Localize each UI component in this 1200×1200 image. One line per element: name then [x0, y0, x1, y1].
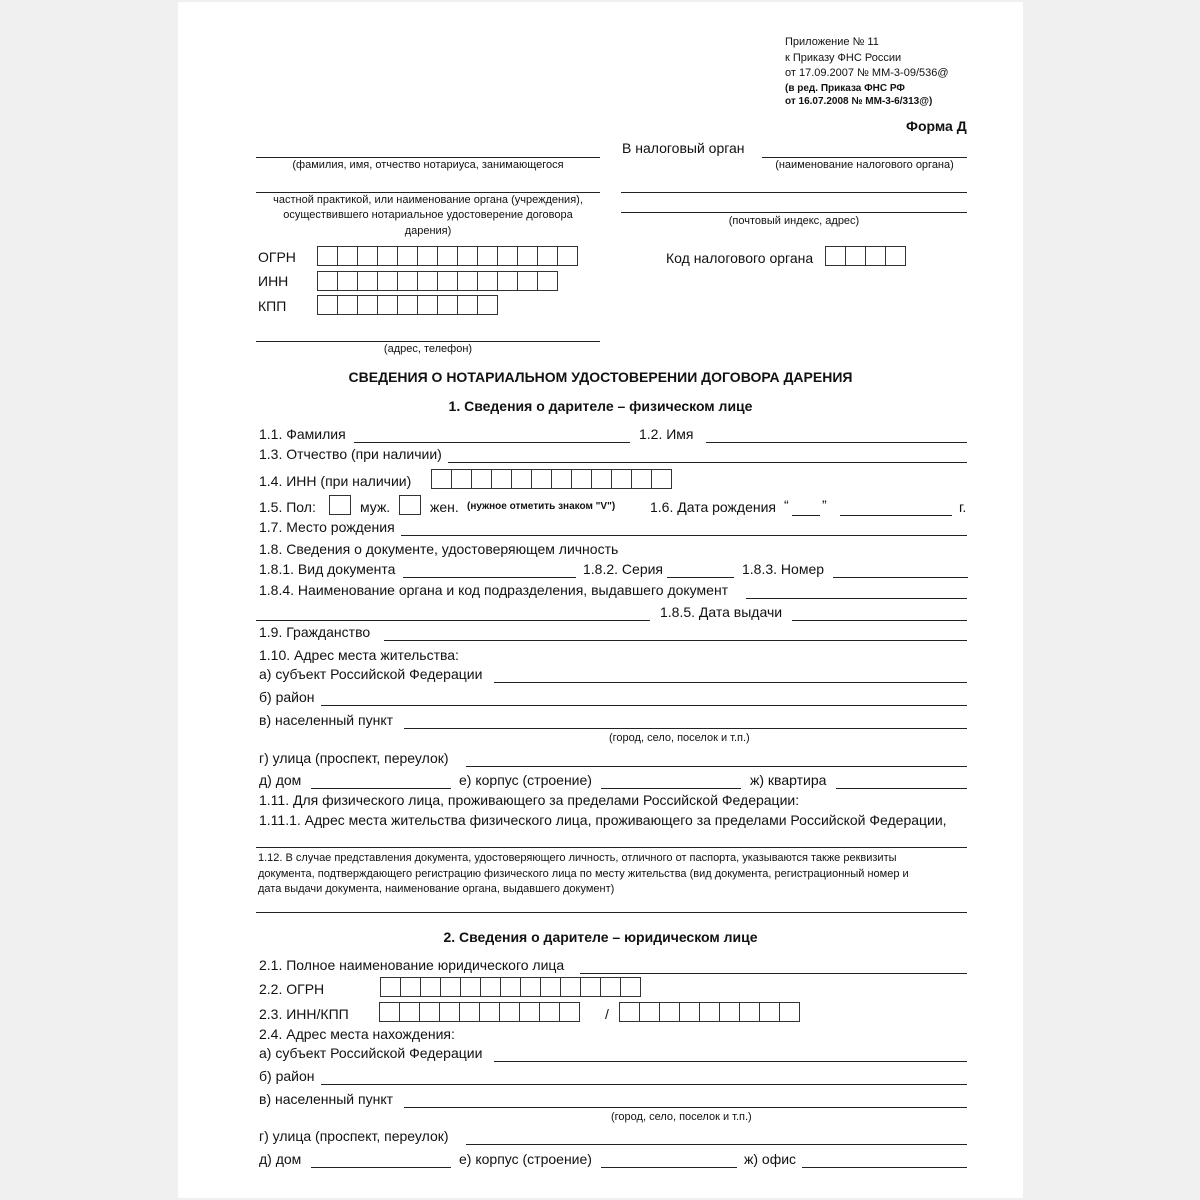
field-1-10-e-line[interactable] — [601, 788, 741, 789]
field-2-4-zh-line[interactable] — [802, 1167, 967, 1168]
field-1-4-cells[interactable] — [431, 469, 671, 489]
field-2-4-g-label: г) улица (проспект, переулок) — [259, 1128, 449, 1144]
appendix-line-3: от 17.09.2007 № ММ-3-09/536@ — [785, 67, 949, 79]
form-label: Форма Д — [906, 118, 967, 134]
field-2-4-g-line[interactable] — [466, 1144, 967, 1145]
inn-kpp-slash: / — [605, 1006, 609, 1022]
field-2-4-a-label: а) субъект Российской Федерации — [259, 1045, 483, 1061]
field-2-1-label: 2.1. Полное наименование юридического лица — [259, 957, 565, 973]
field-1-10-d-label: д) дом — [259, 772, 302, 788]
notary-caption-2c: дарения) — [404, 225, 452, 237]
field-2-4-d-label: д) дом — [259, 1151, 302, 1167]
mark-note: (нужное отметить знаком "V") — [467, 501, 616, 512]
field-1-3-line[interactable] — [448, 462, 967, 463]
inn-org-cells[interactable] — [379, 1002, 579, 1022]
kpp-org-cells[interactable] — [619, 1002, 799, 1022]
field-1-11-label: 1.11. Для физического лица, проживающего за пределами Российской Федерации: — [259, 792, 800, 808]
form-page — [178, 2, 1023, 1198]
field-2-4-v-label: в) населенный пункт — [259, 1091, 394, 1107]
field-1-10-zh-line[interactable] — [836, 788, 967, 789]
tax-authority-address-line-2[interactable] — [621, 212, 967, 213]
birth-day-line[interactable] — [792, 515, 820, 516]
inn-label: ИНН — [258, 273, 289, 289]
field-1-12-text-2: документа, подтверждающего регистрацию физического лица по месту жительства (вид документа, регистрационный номер и — [258, 868, 909, 880]
field-1-11-1-label: 1.11.1. Адрес места жительства физического лица, проживающего за пределами Российской Федерации, — [259, 812, 947, 828]
tax-authority-code-label: Код налогового органа — [666, 250, 814, 266]
field-1-8-2-label: 1.8.2. Серия — [583, 561, 664, 577]
notary-caption-1: (фамилия, имя, отчество нотариуса, занимающегося — [292, 159, 564, 171]
notary-caption-2b: осуществившего нотариальное удостоверение договора — [283, 209, 573, 221]
field-1-9-line[interactable] — [384, 640, 967, 641]
field-1-2-label: 1.2. Имя — [639, 426, 694, 442]
settlement-caption-2: (город, село, поселок и т.п.) — [611, 1111, 752, 1123]
appendix-line-1: Приложение № 11 — [785, 36, 879, 48]
field-2-4-b-label: б) район — [259, 1068, 315, 1084]
field-2-4-label: 2.4. Адрес места нахождения: — [259, 1026, 455, 1042]
field-1-8-label: 1.8. Сведения о документе, удостоверяющем личность — [259, 541, 619, 557]
appendix-line-4: (в ред. Приказа ФНС РФ — [785, 83, 905, 94]
settlement-caption-1: (город, село, поселок и т.п.) — [609, 732, 750, 744]
kpp-label: КПП — [258, 298, 287, 314]
field-2-4-a-line[interactable] — [494, 1061, 967, 1062]
field-2-4-e-label: е) корпус (строение) — [459, 1151, 592, 1167]
tax-authority-label: В налоговый орган — [622, 140, 745, 156]
field-1-10-b-line[interactable] — [321, 705, 967, 706]
field-1-8-3-line[interactable] — [833, 577, 968, 578]
field-2-3-label: 2.3. ИНН/КПП — [259, 1006, 349, 1022]
tax-authority-name-line[interactable] — [762, 157, 967, 158]
tax-authority-address-caption: (почтовый индекс, адрес) — [728, 215, 860, 227]
field-1-10-b-label: б) район — [259, 689, 315, 705]
tax-authority-name-caption: (наименование налогового органа) — [775, 159, 954, 171]
field-1-10-e-label: е) корпус (строение) — [459, 772, 592, 788]
female-checkbox[interactable] — [399, 495, 421, 515]
field-1-6-label: 1.6. Дата рождения — [650, 499, 776, 515]
field-1-10-g-line[interactable] — [466, 766, 967, 767]
birth-date-quote-open: “ — [784, 497, 789, 513]
field-1-12-text-1: 1.12. В случае представления документа, удостоверяющего личность, отличного от паспорта, указываются также реквизиты — [258, 852, 897, 864]
field-2-4-d-line[interactable] — [311, 1167, 451, 1168]
field-2-2-cells[interactable] — [380, 977, 640, 997]
field-1-8-4-label: 1.8.4. Наименование органа и код подразделения, выдавшего документ — [259, 582, 729, 598]
notary-address-caption: (адрес, телефон) — [383, 343, 473, 355]
male-label: муж. — [360, 499, 391, 515]
tax-authority-code-cells[interactable] — [825, 246, 905, 266]
field-1-8-1-label: 1.8.1. Вид документа — [259, 561, 396, 577]
field-1-5-label: 1.5. Пол: — [259, 499, 316, 515]
field-1-7-line[interactable] — [401, 535, 967, 536]
field-1-3-label: 1.3. Отчество (при наличии) — [259, 446, 442, 462]
field-2-4-v-line[interactable] — [404, 1107, 967, 1108]
field-1-10-a-label: а) субъект Российской Федерации — [259, 666, 483, 682]
year-suffix: г. — [959, 499, 967, 515]
field-2-4-b-line[interactable] — [321, 1084, 967, 1085]
field-1-10-v-label: в) населенный пункт — [259, 712, 394, 728]
birth-month-year-line[interactable] — [840, 515, 952, 516]
ogrn-cells[interactable] — [317, 246, 577, 266]
field-1-8-1-line[interactable] — [403, 577, 576, 578]
field-1-10-g-label: г) улица (проспект, переулок) — [259, 750, 449, 766]
field-1-8-4-line-2[interactable] — [256, 620, 650, 621]
kpp-cells[interactable] — [317, 295, 497, 315]
field-1-10-a-line[interactable] — [494, 682, 967, 683]
field-1-8-5-line[interactable] — [792, 620, 967, 621]
field-2-2-label: 2.2. ОГРН — [259, 981, 325, 997]
document-title: СВЕДЕНИЯ О НОТАРИАЛЬНОМ УДОСТОВЕРЕНИИ ДОГОВОРА ДАРЕНИЯ — [348, 369, 853, 385]
field-2-4-e-line[interactable] — [601, 1167, 737, 1168]
tax-authority-address-line-1[interactable] — [621, 192, 967, 193]
section2-heading: 2. Сведения о дарителе – юридическом лице — [443, 929, 758, 945]
male-checkbox[interactable] — [329, 495, 351, 515]
field-2-1-line[interactable] — [580, 973, 967, 974]
field-2-4-zh-label: ж) офис — [744, 1151, 797, 1167]
field-1-12-line[interactable] — [256, 912, 967, 913]
field-1-4-label: 1.4. ИНН (при наличии) — [259, 473, 412, 489]
field-1-8-4-line[interactable] — [746, 598, 967, 599]
field-1-11-1-line[interactable] — [256, 847, 967, 848]
field-1-10-d-line[interactable] — [311, 788, 451, 789]
inn-cells[interactable] — [317, 271, 557, 291]
appendix-line-5: от 16.07.2008 № ММ-3-6/313@) — [785, 96, 933, 107]
field-1-8-5-label: 1.8.5. Дата выдачи — [660, 604, 783, 620]
birth-date-quote-close: ” — [822, 497, 827, 513]
section1-heading: 1. Сведения о дарителе – физическом лице — [448, 398, 753, 414]
field-1-2-line[interactable] — [706, 442, 967, 443]
appendix-line-2: к Приказу ФНС России — [785, 52, 902, 64]
field-1-10-label: 1.10. Адрес места жительства: — [259, 647, 459, 663]
ogrn-label: ОГРН — [258, 249, 296, 265]
field-1-7-label: 1.7. Место рождения — [259, 519, 395, 535]
notary-address-line[interactable] — [256, 341, 600, 342]
notary-caption-2a: частной практикой, или наименование органа (учреждения), — [273, 194, 583, 206]
notary-name-line-2[interactable] — [256, 192, 600, 193]
female-label: жен. — [430, 499, 459, 515]
field-1-10-v-line[interactable] — [404, 728, 967, 729]
field-1-12-text-3: дата выдачи документа, наименование органа, выдавшего документ) — [258, 883, 615, 895]
field-1-1-line[interactable] — [354, 442, 630, 443]
notary-name-line[interactable] — [256, 157, 600, 158]
field-1-1-label: 1.1. Фамилия — [259, 426, 346, 442]
field-1-8-3-label: 1.8.3. Номер — [742, 561, 825, 577]
field-1-8-2-line[interactable] — [667, 577, 734, 578]
field-1-9-label: 1.9. Гражданство — [259, 624, 371, 640]
field-1-10-zh-label: ж) квартира — [750, 772, 827, 788]
